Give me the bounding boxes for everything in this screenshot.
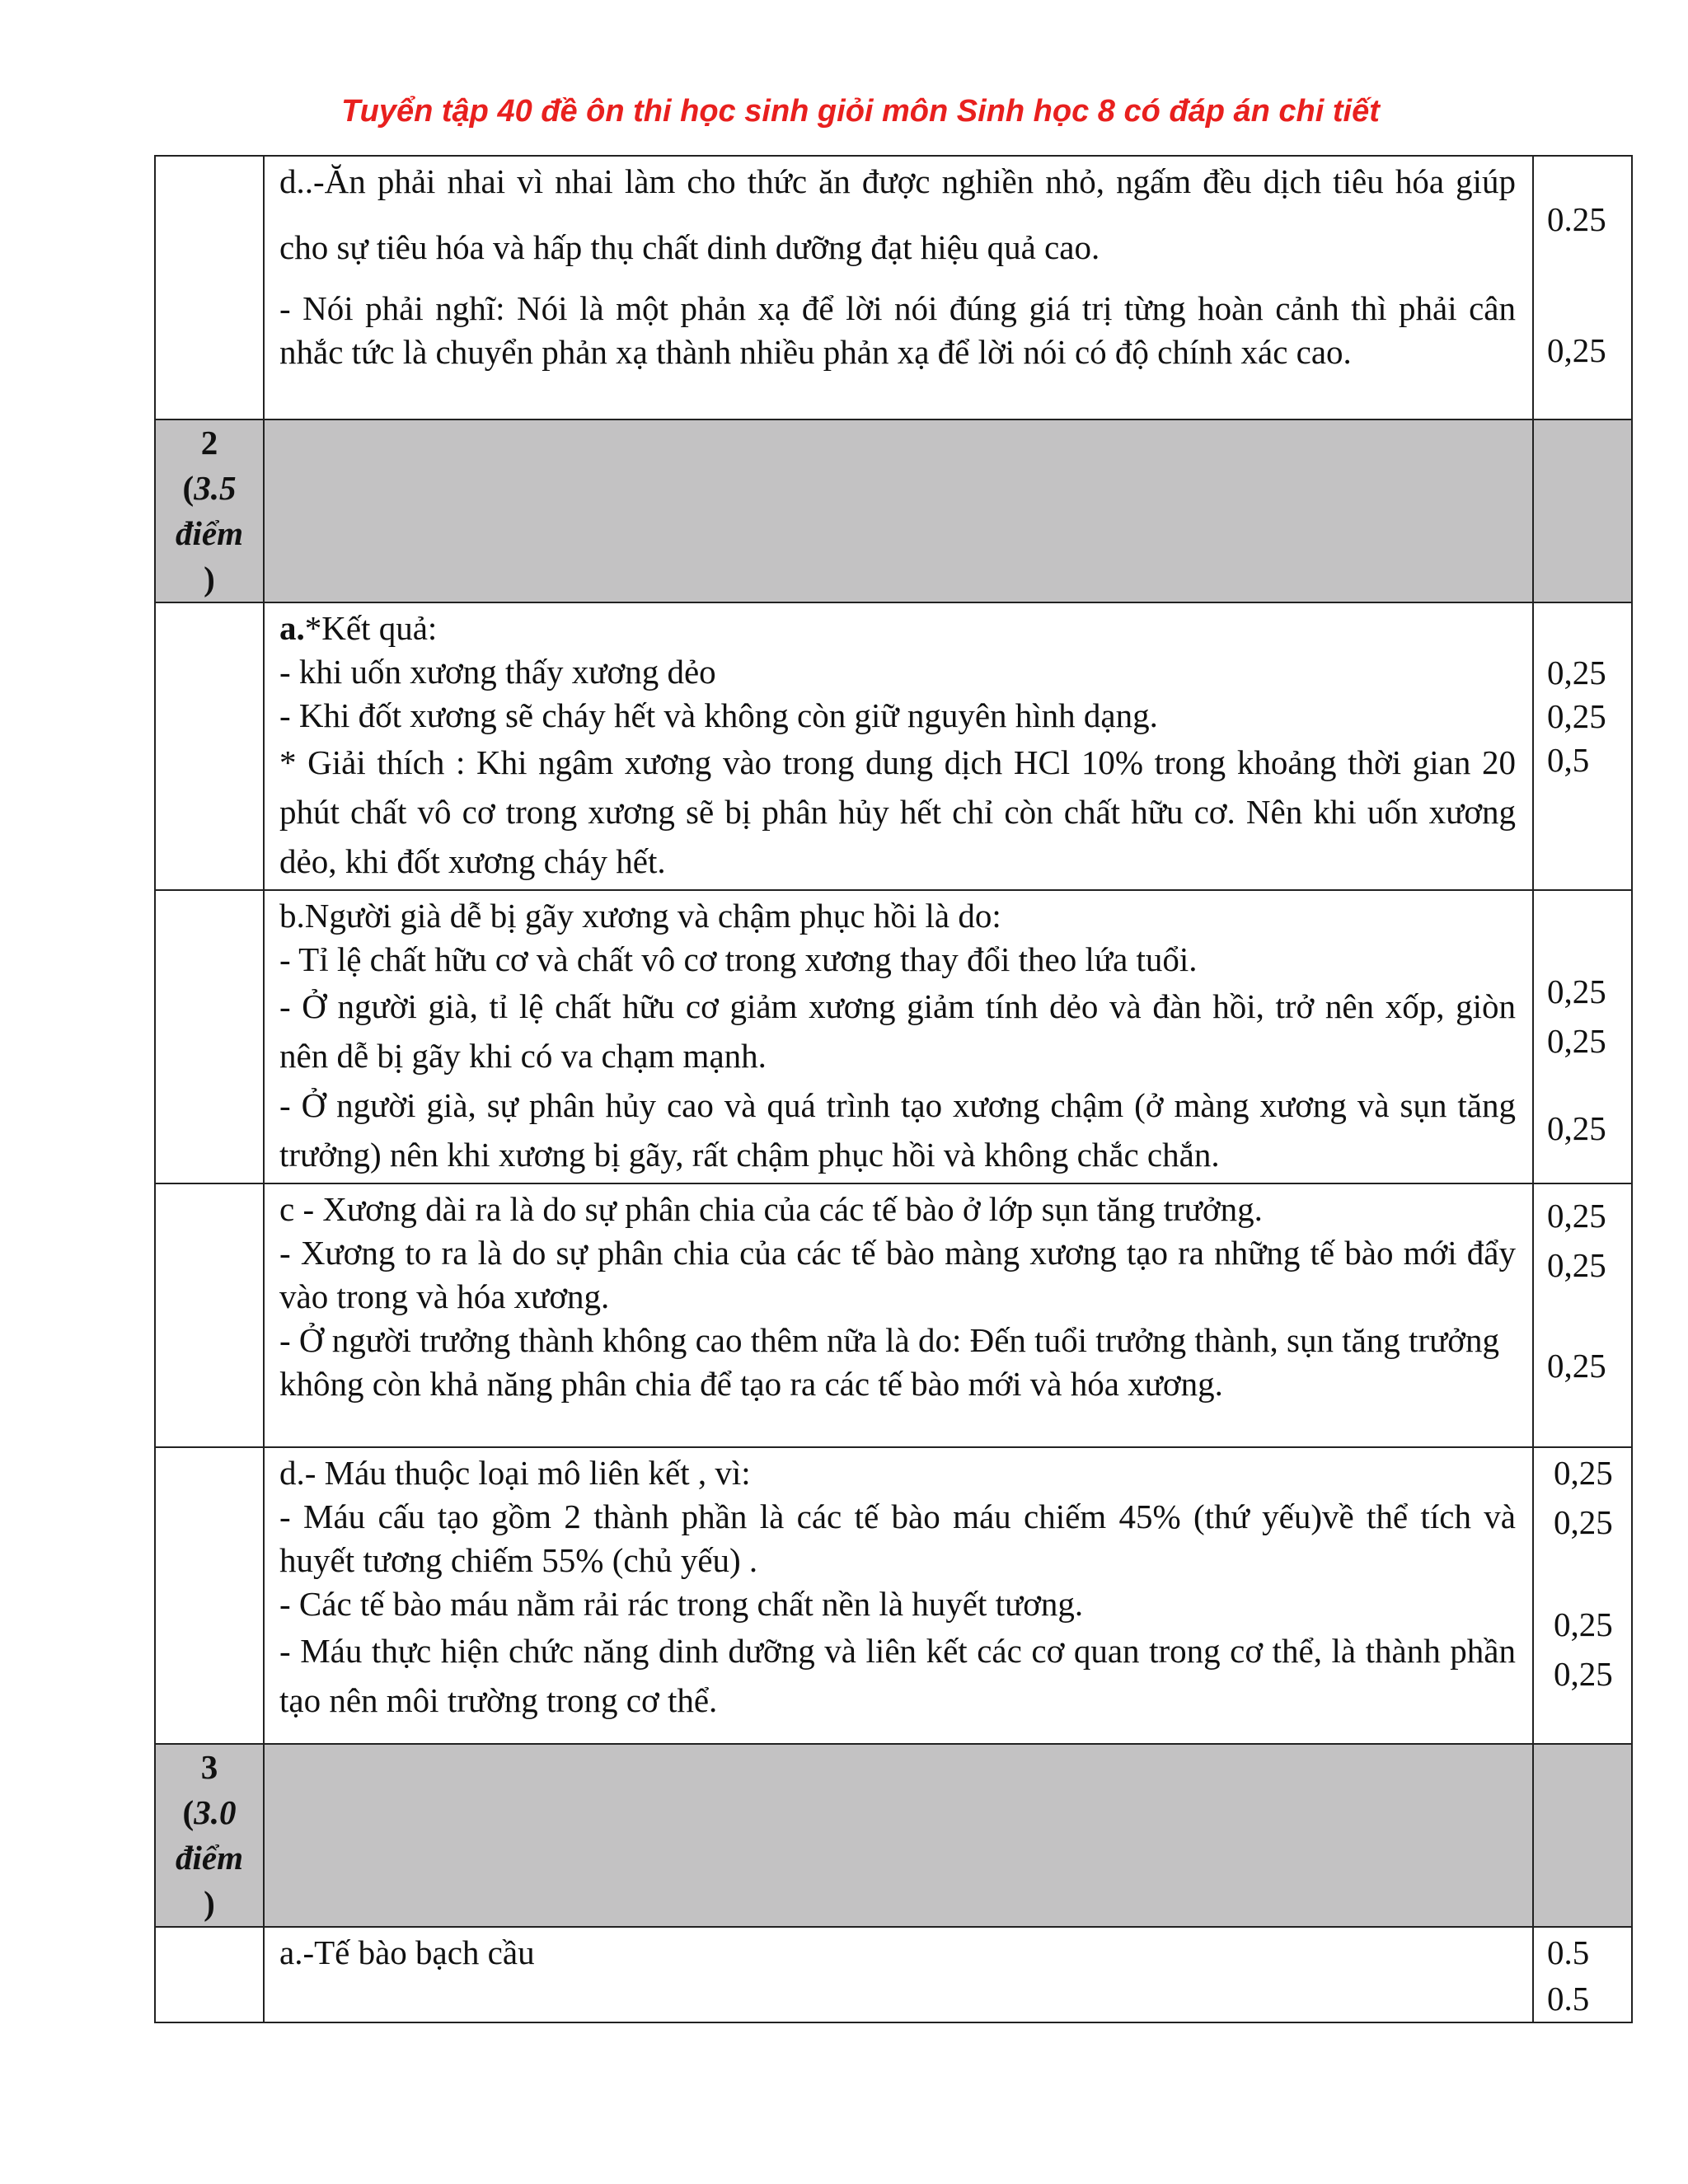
section-empty-cell	[1533, 419, 1632, 602]
score-value: 0,25	[1547, 654, 1606, 691]
question-number: 3	[200, 1748, 218, 1786]
score-value: 0,25	[1547, 1347, 1606, 1385]
answer-line: - Các tế bào máu nằm rải rác trong chất nền là huyết tương.	[279, 1585, 1084, 1623]
answer-table	[154, 155, 1633, 2023]
points-close: )	[204, 560, 215, 598]
score-cell	[1533, 890, 1632, 1183]
score-value: 0.5	[1547, 1933, 1590, 1971]
answer-line-text: *Kết quả:	[304, 609, 438, 647]
points-paren: (	[182, 1793, 195, 1831]
question-points	[156, 466, 263, 511]
score-value: 0,25	[1547, 697, 1606, 735]
question-cell-empty	[155, 1183, 264, 1447]
score-value: 0,5	[1547, 741, 1590, 779]
answer-row-1d	[155, 156, 1632, 419]
answer-row-2a	[155, 602, 1632, 890]
points-value: 3.0	[194, 1793, 237, 1831]
question-header-row-2	[155, 419, 1632, 602]
answer-paragraph: - Nói phải nghĩ: Nói là một phản xạ để lời nói đúng giá trị từng hoàn cảnh thì phải cân nhắc tức là chuyển phản xạ thành nhiều phản xạ để lời nói có độ chính xác cao.	[279, 289, 1516, 371]
answer-content	[264, 1447, 1533, 1744]
score-value: 0.5	[1547, 1980, 1590, 2018]
answer-row-2c	[155, 1183, 1632, 1447]
question-cell-empty	[155, 890, 264, 1183]
points-unit-text: điểm	[176, 514, 243, 552]
answer-line: - Máu cấu tạo gồm 2 thành phần là các tế bào máu chiếm 45% (thứ yếu)về thể tích và huyết tương chiếm 55% (chủ yếu) .	[279, 1497, 1516, 1579]
score-value: 0.25	[1547, 200, 1606, 238]
score-value: 0,25	[1554, 1605, 1613, 1643]
answer-line: - Tỉ lệ chất hữu cơ và chất vô cơ trong xương thay đổi theo lứa tuổi.	[279, 940, 1198, 978]
question-number-cell	[155, 419, 264, 602]
answer-line: - khi uốn xương thấy xương dẻo	[279, 653, 716, 691]
score-cell	[1533, 1183, 1632, 1447]
answer-line: - Máu thực hiện chức năng dinh dưỡng và liên kết các cơ quan trong cơ thể, là thành phần tạo nên môi trường trong cơ thể.	[279, 1632, 1516, 1719]
answer-line: d.- Máu thuộc loại mô liên kết , vì:	[279, 1454, 751, 1492]
answer-content	[264, 1927, 1533, 2022]
points-value: 3.5	[194, 469, 237, 507]
answer-row-2b	[155, 890, 1632, 1183]
section-empty-cell	[264, 419, 1533, 602]
question-cell-empty	[155, 1447, 264, 1744]
answer-row-3a	[155, 1927, 1632, 2022]
answer-label: a.	[279, 609, 305, 647]
page-header-title: Tuyển tập 40 đề ôn thi học sinh giỏi môn Sinh học 8 có đáp án chi tiết	[341, 94, 1380, 129]
answer-line: - Ở người già, tỉ lệ chất hữu cơ giảm xương giảm tính dẻo và đàn hồi, trở nên xốp, giòn nên dễ bị gãy khi có va chạm mạnh.	[279, 987, 1516, 1075]
answer-line	[279, 607, 1516, 650]
answer-row-2d	[155, 1447, 1632, 1744]
question-header-row-3	[155, 1744, 1632, 1927]
question-number-cell	[155, 1744, 264, 1927]
answer-line: c - Xương dài ra là do sự phân chia của các tế bào ở lớp sụn tăng trưởng.	[279, 1190, 1263, 1228]
score-value: 0,25	[1547, 972, 1606, 1010]
score-cell	[1533, 602, 1632, 890]
answer-paragraph: d..-Ăn phải nhai vì nhai làm cho thức ăn được nghiền nhỏ, ngấm đều dịch tiêu hóa giúp cho sự tiêu hóa và hấp thụ chất dinh dưỡng đạt hiệu quả cao.	[279, 162, 1516, 266]
score-value: 0,25	[1547, 1246, 1606, 1284]
score-value: 0,25	[1554, 1503, 1613, 1541]
score-value: 0,25	[1554, 1454, 1613, 1492]
score-value: 0,25	[1547, 1109, 1606, 1147]
answer-line: * Giải thích : Khi ngâm xương vào trong dung dịch HCl 10% trong khoảng thời gian 20 phút chất vô cơ trong xương sẽ bị phân hủy hết chỉ còn chất hữu cơ. Nên khi uốn xương dẻo, khi đốt xương cháy hết.	[279, 743, 1516, 880]
points-unit	[156, 511, 263, 556]
answer-line: - Khi đốt xương sẽ cháy hết và không còn giữ nguyên hình dạng.	[279, 696, 1158, 734]
question-number: 2	[200, 424, 218, 462]
answer-content	[264, 1183, 1533, 1447]
section-empty-cell	[264, 1744, 1533, 1927]
question-cell-empty	[155, 602, 264, 890]
answer-content	[264, 156, 1533, 419]
score-value: 0,25	[1547, 331, 1606, 369]
score-cell	[1533, 156, 1632, 419]
answer-content	[264, 890, 1533, 1183]
answer-line: - Xương to ra là do sự phân chia của các tế bào màng xương tạo ra những tế bào mới đẩy vào trong và hóa xương.	[279, 1234, 1516, 1315]
score-cell	[1533, 1447, 1632, 1744]
points-close: )	[204, 1884, 215, 1922]
answer-content	[264, 602, 1533, 890]
score-cell	[1533, 1927, 1632, 2022]
question-points	[156, 1790, 263, 1835]
points-unit	[156, 1835, 263, 1881]
score-value: 0,25	[1547, 1022, 1606, 1060]
score-value: 0,25	[1547, 1197, 1606, 1235]
question-cell-empty	[155, 1927, 264, 2022]
points-paren: (	[182, 469, 195, 507]
score-value: 0,25	[1554, 1655, 1613, 1693]
question-cell-empty	[155, 156, 264, 419]
points-unit-text: điểm	[176, 1839, 243, 1877]
answer-line: a.-Tế bào bạch cầu	[279, 1933, 535, 1971]
answer-line: - Ở người già, sự phân hủy cao và quá trình tạo xương chậm (ở màng xương và sụn tăng trưởng) nên khi xương bị gãy, rất chậm phục hồi và không chắc chắn.	[279, 1086, 1516, 1174]
answer-line: - Ở người trưởng thành không cao thêm nữa là do: Đến tuổi trưởng thành, sụn tăng trưởng không còn khả năng phân chia để tạo ra các tế bào mới và hóa xương.	[279, 1321, 1499, 1403]
section-empty-cell	[1533, 1744, 1632, 1927]
answer-line: b.Người già dễ bị gãy xương và chậm phục hồi là do:	[279, 897, 1001, 935]
